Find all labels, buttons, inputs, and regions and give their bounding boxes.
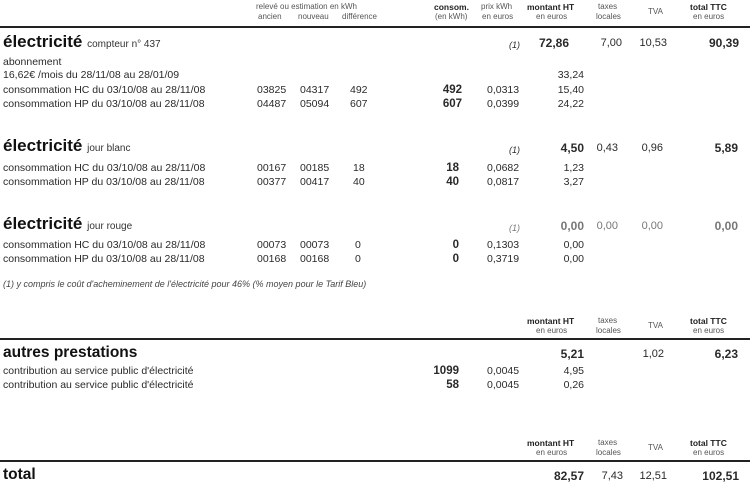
row-diff: 607	[350, 98, 368, 110]
row-diff: 18	[353, 162, 365, 174]
section2-montant: 4,50	[560, 141, 584, 155]
row-label: consommation HP du 03/10/08 au 28/11/08	[3, 253, 205, 265]
ttc-header-3: total TTC	[690, 438, 727, 448]
taxes-unit-3: locales	[596, 448, 621, 457]
ttc-header-2: total TTC	[690, 316, 727, 326]
autres-title: autres prestations	[3, 344, 138, 361]
row-diff: 0	[355, 239, 361, 251]
montant-header: montant HT	[527, 2, 575, 12]
row-prix: 0,0045	[487, 365, 520, 377]
montant-unit: en euros	[536, 12, 568, 21]
row-prix: 0,1303	[487, 239, 520, 251]
section1-subtitle: compteur n° 437	[87, 39, 161, 50]
taxes-header-2: taxes	[598, 316, 618, 325]
total-title: total	[3, 466, 36, 483]
section3-tva: 0,00	[641, 220, 663, 232]
autres-ttc: 6,23	[714, 347, 738, 361]
header-divider	[0, 26, 750, 28]
row-ancien: 03825	[257, 84, 287, 96]
abonnement-montant: 33,24	[557, 69, 584, 81]
row-label: contribution au service public d'électricité	[3, 379, 194, 391]
row-prix: 0,0399	[487, 98, 520, 110]
row-nouveau: 00073	[300, 239, 330, 251]
footnote: (1) y compris le coût d'acheminement de l'électricité pour 46% (% moyen pour le Tarif Bleu)	[3, 279, 367, 289]
total-montant: 82,57	[553, 469, 584, 483]
row-consom: 0	[452, 239, 459, 251]
row-consom: 0	[452, 253, 459, 265]
row-consom: 607	[442, 98, 462, 110]
row-ancien: 00073	[257, 239, 287, 251]
section2-tva: 0,96	[641, 142, 663, 154]
autres-divider	[0, 338, 750, 340]
total-taxes: 7,43	[601, 470, 623, 482]
row-montant: 24,22	[557, 98, 584, 110]
total-tva: 12,51	[639, 470, 667, 482]
prix-header: prix kWh	[481, 2, 513, 11]
total-divider	[0, 460, 750, 462]
section2-note-ref: (1)	[509, 145, 520, 155]
row-montant: 1,23	[563, 162, 584, 174]
total-ttc: 102,51	[702, 469, 739, 483]
difference-header: différence	[342, 12, 377, 21]
row-consom: 58	[446, 379, 459, 391]
row-prix: 0,0045	[487, 379, 520, 391]
row-nouveau: 00185	[300, 162, 330, 174]
row-prix: 0,0313	[487, 84, 520, 96]
row-nouveau: 04317	[300, 84, 330, 96]
section1-ttc: 90,39	[708, 36, 739, 50]
taxes-header-3: taxes	[598, 438, 618, 447]
section2-ttc: 5,89	[714, 141, 738, 155]
row-prix: 0,3719	[487, 253, 520, 265]
autres-montant: 5,21	[560, 347, 584, 361]
abonnement-label: abonnement	[3, 56, 62, 68]
row-nouveau: 00417	[300, 176, 330, 188]
row-prix: 0,0682	[487, 162, 520, 174]
row-consom: 40	[446, 176, 459, 188]
autres-tva: 1,02	[642, 348, 664, 360]
prix-unit: en euros	[482, 12, 514, 21]
row-prix: 0,0817	[487, 176, 520, 188]
row-consom: 1099	[433, 365, 459, 377]
row-montant: 3,27	[563, 176, 584, 188]
row-label: consommation HC du 03/10/08 au 28/11/08	[3, 84, 206, 96]
section2-subtitle: jour blanc	[87, 143, 131, 154]
row-ancien: 00377	[257, 176, 287, 188]
row-diff: 0	[355, 253, 361, 265]
abonnement-detail: 16,62€ /mois du 28/11/08 au 28/01/09	[3, 69, 180, 81]
montant-unit-2: en euros	[536, 326, 568, 335]
section1-tva: 10,53	[639, 37, 667, 49]
montant-unit-3: en euros	[536, 448, 568, 457]
consom-header: consom.	[434, 2, 469, 12]
montant-header-3: montant HT	[527, 438, 575, 448]
releve-header: relevé ou estimation en kWh	[256, 2, 357, 11]
consom-unit: (en kWh)	[435, 12, 468, 21]
section3-note-ref: (1)	[509, 223, 520, 233]
row-montant: 0,00	[563, 253, 584, 265]
row-label: consommation HP du 03/10/08 au 28/11/08	[3, 176, 205, 188]
nouveau-header: nouveau	[298, 12, 329, 21]
row-consom: 492	[442, 84, 462, 96]
montant-header-2: montant HT	[527, 316, 575, 326]
section3-montant: 0,00	[560, 219, 584, 233]
ttc-unit: en euros	[693, 12, 725, 21]
row-label: consommation HP du 03/10/08 au 28/11/08	[3, 98, 205, 110]
section3-ttc: 0,00	[714, 219, 738, 233]
row-label: consommation HC du 03/10/08 au 28/11/08	[3, 239, 206, 251]
ttc-unit-2: en euros	[693, 326, 725, 335]
row-montant: 15,40	[557, 84, 584, 96]
section3-taxes: 0,00	[596, 220, 618, 232]
row-diff: 40	[353, 176, 365, 188]
section1-title: électricité compteur n° 437	[3, 32, 161, 51]
row-montant: 4,95	[563, 365, 584, 377]
row-label: contribution au service public d'électricité	[3, 365, 194, 377]
section2-taxes: 0,43	[596, 142, 618, 154]
ttc-unit-3: en euros	[693, 448, 725, 457]
section2-title: électricité jour blanc	[3, 136, 131, 155]
row-ancien: 04487	[257, 98, 287, 110]
section3-subtitle: jour rouge	[87, 221, 133, 232]
section3-title: électricité jour rouge	[3, 214, 133, 233]
row-label: consommation HC du 03/10/08 au 28/11/08	[3, 162, 206, 174]
taxes-unit-2: locales	[596, 326, 621, 335]
section1-note-ref: (1)	[509, 40, 520, 50]
tva-header: TVA	[648, 7, 663, 16]
row-diff: 492	[350, 84, 368, 96]
ttc-header: total TTC	[690, 2, 727, 12]
taxes-unit: locales	[596, 12, 621, 21]
row-ancien: 00168	[257, 253, 287, 265]
row-ancien: 00167	[257, 162, 287, 174]
row-nouveau: 00168	[300, 253, 330, 265]
taxes-header: taxes	[598, 2, 618, 11]
section1-montant: 72,86	[538, 36, 569, 50]
row-consom: 18	[446, 162, 459, 174]
tva-header-2: TVA	[648, 321, 663, 330]
row-montant: 0,26	[563, 379, 584, 391]
section1-taxes: 7,00	[600, 37, 622, 49]
ancien-header: ancien	[258, 12, 282, 21]
row-nouveau: 05094	[300, 98, 330, 110]
row-montant: 0,00	[563, 239, 584, 251]
tva-header-3: TVA	[648, 443, 663, 452]
